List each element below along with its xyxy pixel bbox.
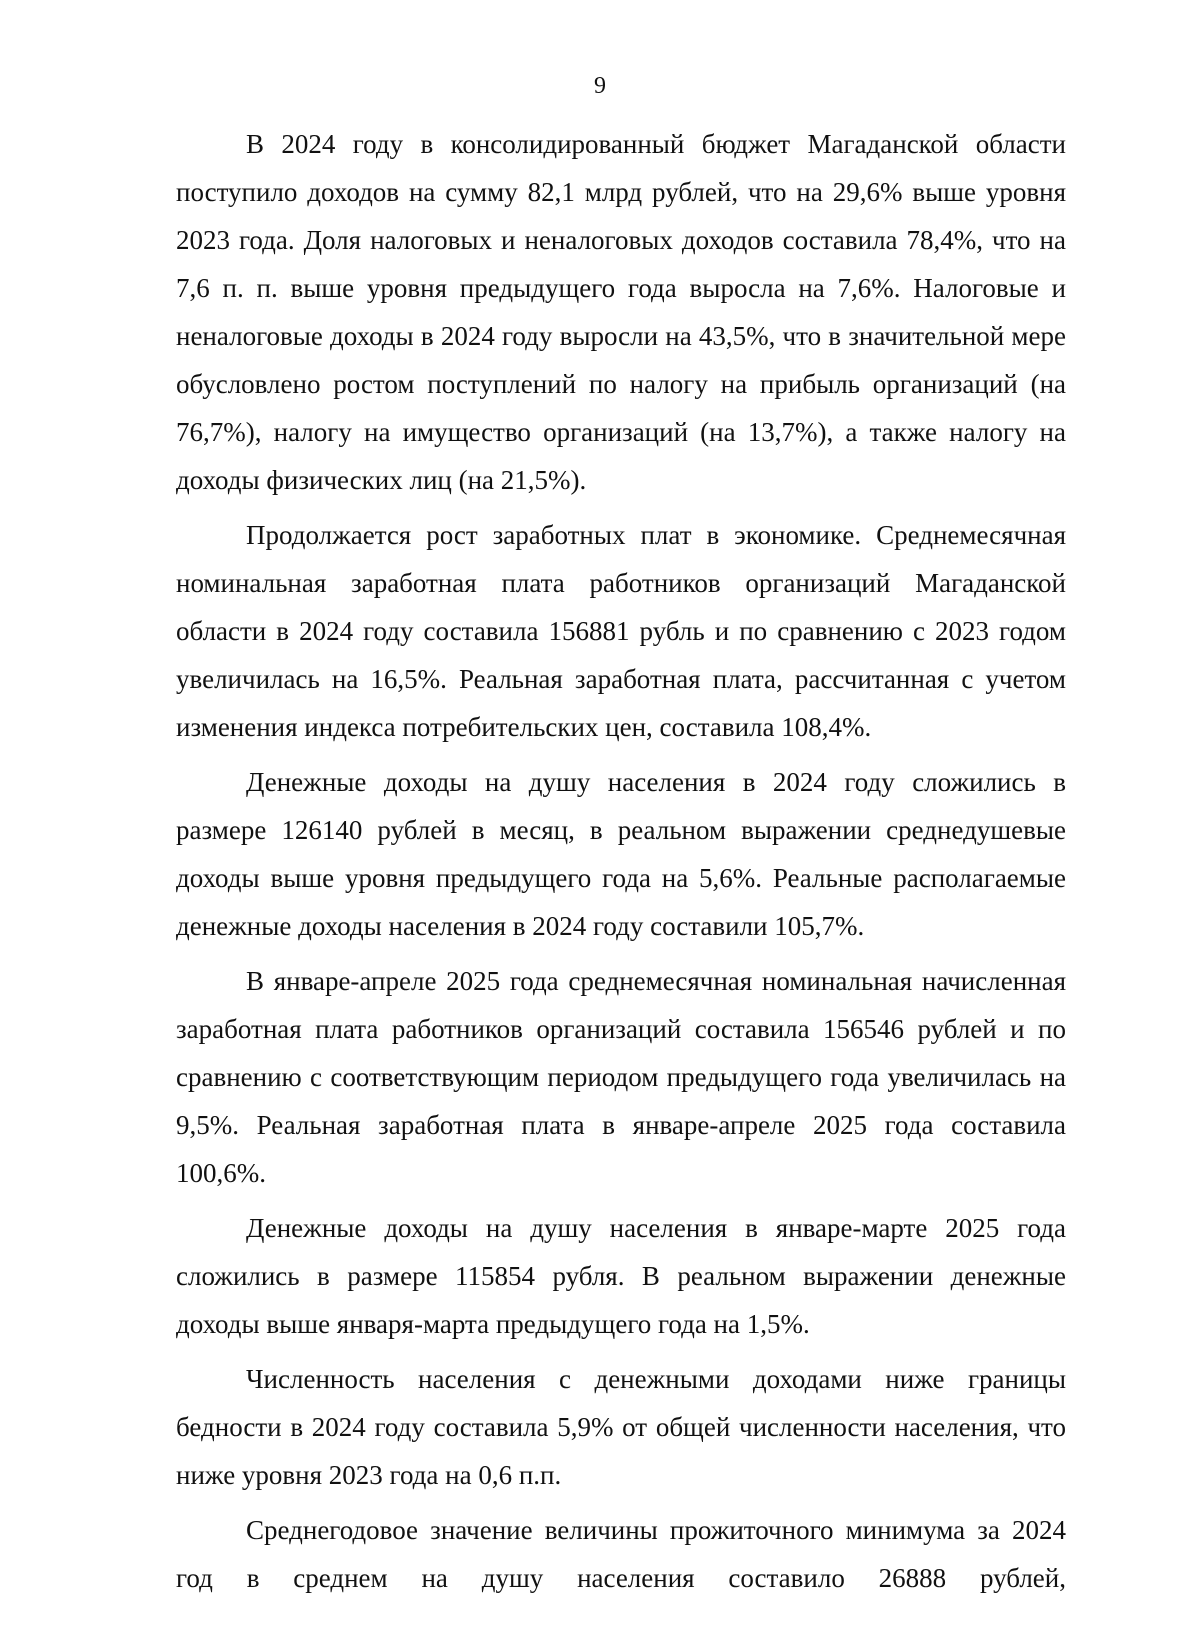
page-number: 9: [594, 73, 606, 99]
paragraph-budget-revenue: В 2024 году в консолидированный бюджет Магаданской области поступило доходов на сумму 82,1 млрд рублей, что на 29,6% выше уровня 2023 года. Доля налоговых и неналоговых доходов составила 78,4%, что на 7,6 п. п. выше уровня предыдущего года выросла на 7,6%. Налоговые и неналоговые доходы в 2024 году выросли на 43,5%, что в значительной мере обусловлено ростом поступлений по налогу на прибыль организаций (на 76,7%), налогу на имущество организаций (на 13,7%), а также налогу на доходы физических лиц (на 21,5%).: [176, 129, 1066, 495]
paragraph-subsistence-minimum: Среднегодовое значение величины прожиточного минимума за 2024 год в среднем на душу населения составило 26888 рублей,: [176, 1515, 1066, 1593]
paragraph-jan-apr-wages: В январе-апреле 2025 года среднемесячная номинальная начисленная заработная плата работников организаций составила 156546 рублей и по сравнению с соответствующим периодом предыдущего года увеличилась на 9,5%. Реальная заработная плата в январе-апреле 2025 года составила 100,6%.: [176, 966, 1066, 1188]
paragraph-per-capita-income: Денежные доходы на душу населения в 2024 году сложились в размере 126140 рублей в месяц, в реальном выражении среднедушевые доходы выше уровня предыдущего года на 5,6%. Реальные располагаемые денежные доходы населения в 2024 году составили 105,7%.: [176, 767, 1066, 941]
paragraph-poverty-level: Численность населения с денежными доходами ниже границы бедности в 2024 году составила 5,9% от общей численности населения, что ниже уровня 2023 года на 0,6 п.п.: [176, 1364, 1066, 1490]
document-body: [176, 120, 1066, 1602]
paragraph-wage-growth: Продолжается рост заработных плат в экономике. Среднемесячная номинальная заработная плата работников организаций Магаданской области в 2024 году составила 156881 рубль и по сравнению с 2023 годом увеличилась на 16,5%. Реальная заработная плата, рассчитанная с учетом изменения индекса потребительских цен, составила 108,4%.: [176, 520, 1066, 742]
paragraph-jan-mar-income: Денежные доходы на душу населения в январе-марте 2025 года сложились в размере 115854 рубля. В реальном выражении денежные доходы выше января-марта предыдущего года на 1,5%.: [176, 1213, 1066, 1339]
